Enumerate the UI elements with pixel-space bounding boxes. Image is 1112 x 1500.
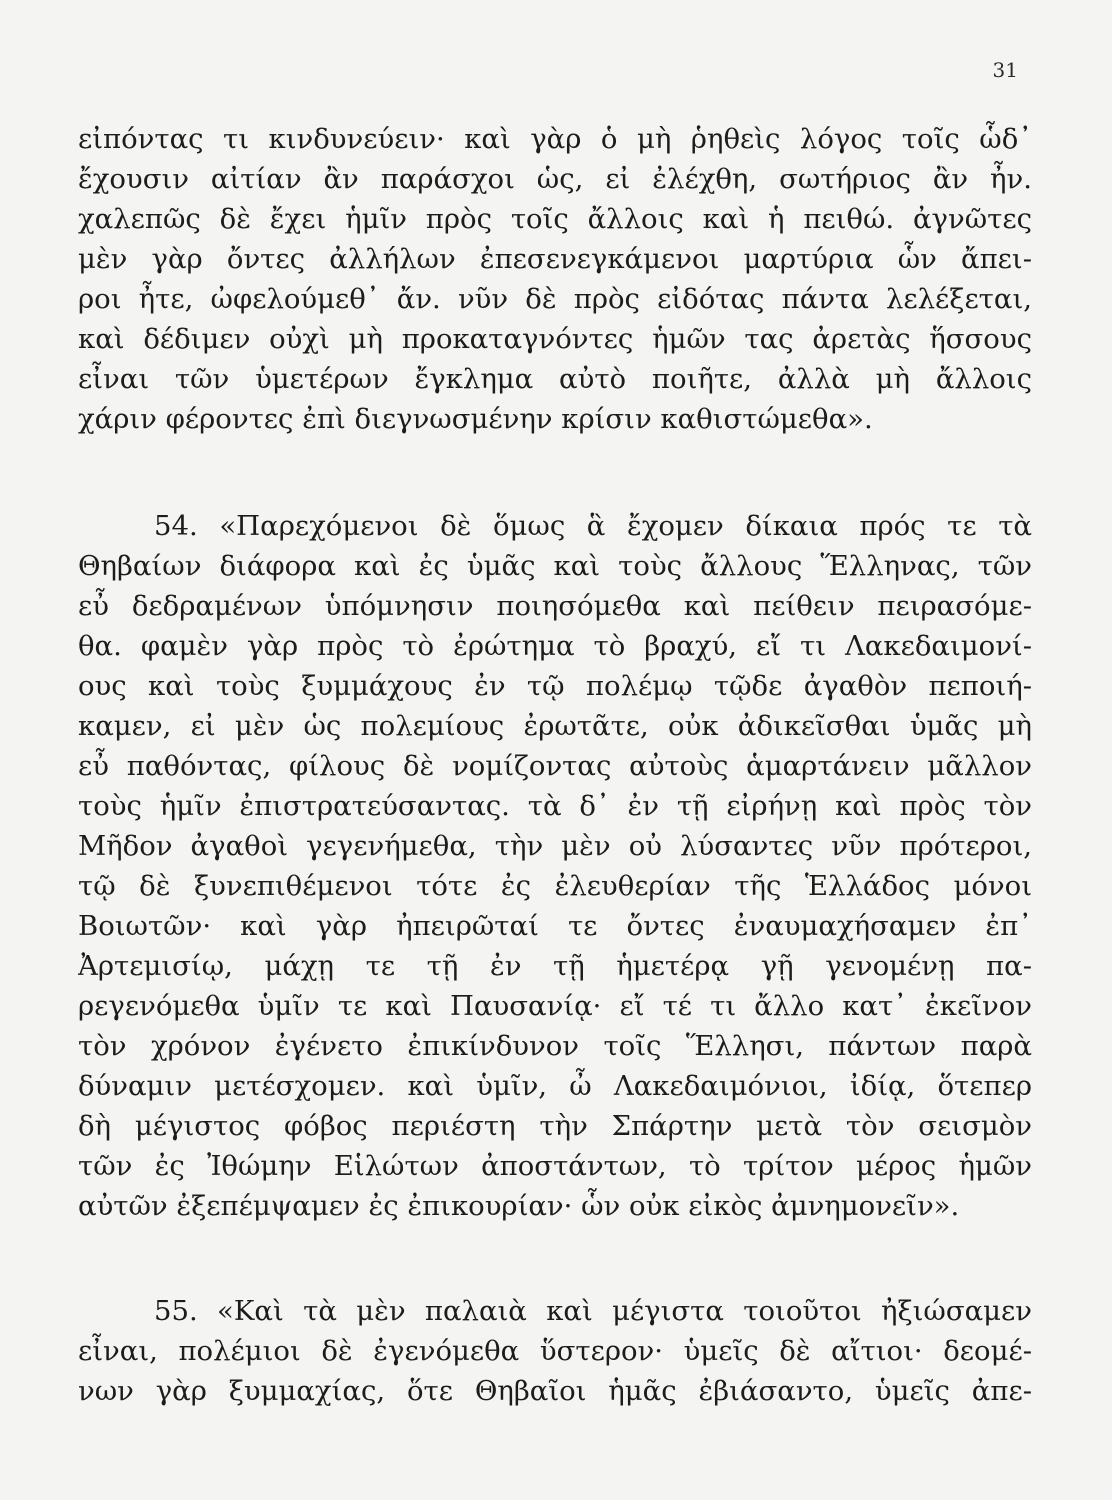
paragraph-55 [78,1291,1032,1411]
text-line: δύναμιν μετέσχομεν. καὶ ὑμῖν, ὦ Λακεδαιμόνιοι, ἰδίᾳ, ὅτεπερ [78,1070,1032,1102]
text-line: τῷ δὲ ξυνεπιθέμενοι τότε ἐς ἐλευθερίαν τῆς Ἑλλάδος μόνοι [78,870,1032,902]
text-line: χαλεπῶς δὲ ἔχει ἡμῖν πρὸς τοῖς ἄλλοις καὶ ἡ πειθώ. ἀγνῶτες [78,203,1032,235]
text-line: 55. «Καὶ τὰ μὲν παλαιὰ καὶ μέγιστα τοιοῦτοι ἠξιώσαμεν [154,1295,1032,1327]
text-line: Μῆδον ἀγαθοὶ γεγενήμεθα, τὴν μὲν οὐ λύσαντες νῦν πρότεροι, [78,830,1032,862]
text-line: τὸν χρόνον ἐγένετο ἐπικίνδυνον τοῖς Ἕλλησι, πάντων παρὰ [78,1030,1032,1062]
text-line: Θηβαίων διάφορα καὶ ἐς ὑμᾶς καὶ τοὺς ἄλλους Ἕλληνας, τῶν [78,550,1032,582]
page-number: 31 [992,58,1018,82]
text-line: δὴ μέγιστος φόβος περιέστη τὴν Σπάρτην μετὰ τὸν σεισμὸν [78,1110,1032,1142]
text-line: μὲν γὰρ ὄντες ἀλλήλων ἐπεσενεγκάμενοι μαρτύρια ὧν ἄπει- [78,243,1032,275]
text-line: εἶναι, πολέμιοι δὲ ἐγενόμεθα ὕστερον· ὑμεῖς δὲ αἴτιοι· δεομέ- [78,1335,1032,1367]
text-line: εἶναι τῶν ὑμετέρων ἔγκλημα αὐτὸ ποιῆτε, ἀλλὰ μὴ ἄλλοις [78,363,1032,395]
paragraph-continued [78,119,1032,439]
text-line: νων γὰρ ξυμμαχίας, ὅτε Θηβαῖοι ἡμᾶς ἐβιάσαντο, ὑμεῖς ἀπε- [78,1375,1032,1407]
text-line: εὖ παθόντας, φίλους δὲ νομίζοντας αὐτοὺς ἁμαρτάνειν μᾶλλον [78,750,1032,782]
text-line: 54. «Παρεχόμενοι δὲ ὅμως ἃ ἔχομεν δίκαια πρός τε τὰ [154,510,1032,542]
text-line: καὶ δέδιμεν οὐχὶ μὴ προκαταγνόντες ἡμῶν τας ἀρετὰς ἥσσους [78,323,1032,355]
text-line: Ἀρτεμισίῳ, μάχῃ τε τῇ ἐν τῇ ἡμετέρᾳ γῇ γενομένῃ πα- [78,950,1032,982]
text-line: ροι ἦτε, ὠφελούμεθ᾽ ἄν. νῦν δὲ πρὸς εἰδότας πάντα λελέξεται, [78,283,1032,315]
text-line: θα. φαμὲν γὰρ πρὸς τὸ ἐρώτημα τὸ βραχύ, εἴ τι Λακεδαιμονί- [78,630,1032,662]
text-line: εἰπόντας τι κινδυνεύειν· καὶ γὰρ ὁ μὴ ῥηθεὶς λόγος τοῖς ὧδ᾽ [78,123,1032,155]
text-line: ους καὶ τοὺς ξυμμάχους ἐν τῷ πολέμῳ τῷδε ἀγαθὸν πεποιή- [78,670,1032,702]
text-line: χάριν φέροντες ἐπὶ διεγνωσμένην κρίσιν καθιστώμεθα». [78,403,873,435]
text-line: τῶν ἐς Ἰθώμην Εἱλώτων ἀποστάντων, τὸ τρίτον μέρος ἡμῶν [78,1150,1032,1182]
text-line: ρεγενόμεθα ὑμῖν τε καὶ Παυσανίᾳ· εἴ τέ τι ἄλλο κατ᾽ ἐκεῖνον [78,990,1032,1022]
text-line: Βοιωτῶν· καὶ γὰρ ἠπειρῶταί τε ὄντες ἐναυμαχήσαμεν ἐπ᾽ [78,910,1032,942]
text-line: αὐτῶν ἐξεπέμψαμεν ἐς ἐπικουρίαν· ὧν οὐκ εἰκὸς ἀμνημονεῖν». [78,1190,960,1222]
text-line: ἔχουσιν αἰτίαν ἂν παράσχοι ὡς, εἰ ἐλέχθη, σωτήριος ἂν ἦν. [78,163,1032,195]
text-line: καμεν, εἰ μὲν ὡς πολεμίους ἐρωτᾶτε, οὐκ ἀδικεῖσθαι ὑμᾶς μὴ [78,710,1032,742]
text-line: τοὺς ἡμῖν ἐπιστρατεύσαντας. τὰ δ᾽ ἐν τῇ εἰρήνῃ καὶ πρὸς τὸν [78,790,1032,822]
paragraph-54 [78,506,1032,1226]
text-line: εὖ δεδραμένων ὑπόμνησιν ποιησόμεθα καὶ πείθειν πειρασόμε- [78,590,1032,622]
